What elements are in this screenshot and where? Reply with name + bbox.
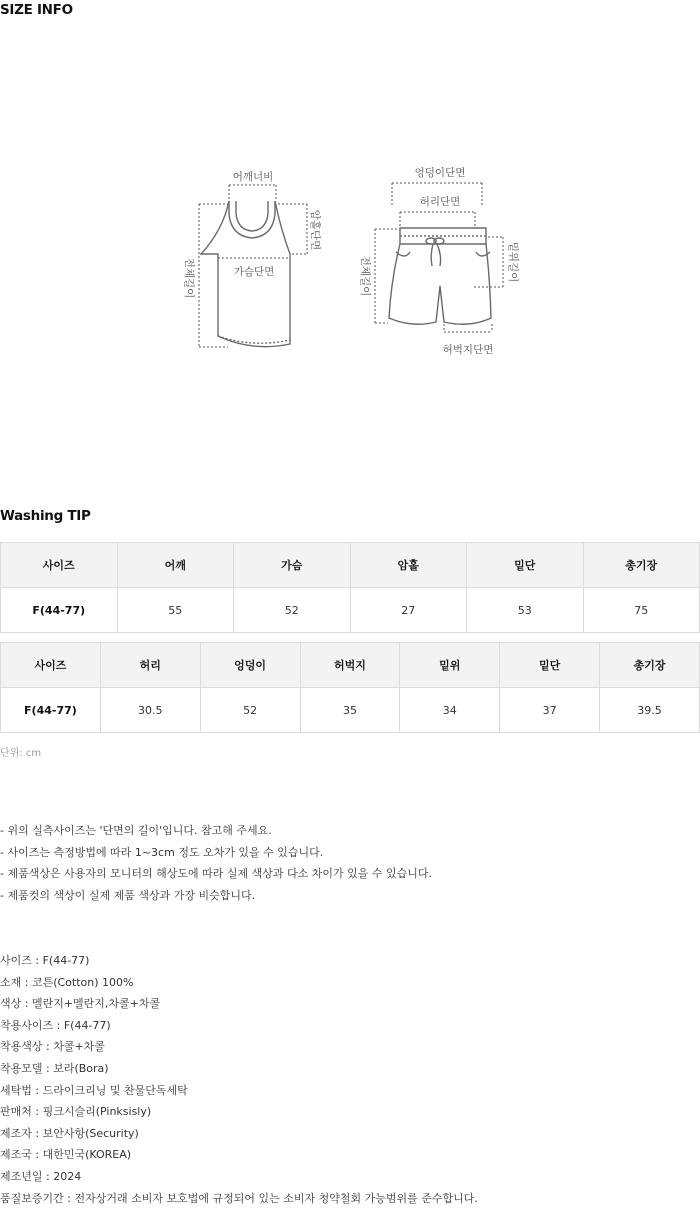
table-header-cell: 허벅지 xyxy=(300,643,400,688)
label-top-total-length: 전체길이 xyxy=(183,257,195,299)
table-header-cell: 가슴 xyxy=(234,543,351,588)
table-header-cell: 암홀 xyxy=(350,543,467,588)
list-item: 착용사이즈 : F(44-77) xyxy=(0,1018,111,1032)
table-cell: 53 xyxy=(467,588,584,633)
size-info-heading: SIZE INFO xyxy=(0,2,73,18)
table-header-cell: 어깨 xyxy=(117,543,234,588)
list-item: 사이즈 : F(44-77) xyxy=(0,954,90,967)
table-cell: 37 xyxy=(500,688,600,733)
table-header-cell: 엉덩이 xyxy=(200,643,300,688)
list-item: - 사이즈는 측정방법에 따라 1~3cm 정도 오차가 있을 수 있습니다. xyxy=(0,845,324,859)
table-row xyxy=(1,688,700,733)
list-item: 착용모델 : 보라(Bora) xyxy=(0,1061,109,1075)
table-cell: 52 xyxy=(200,688,300,733)
size-illustration xyxy=(0,160,700,360)
table-cell: 52 xyxy=(234,588,351,633)
list-item: 소재 : 코튼(Cotton) 100% xyxy=(0,975,134,989)
bottom-size-table xyxy=(0,642,700,733)
table-cell: 34 xyxy=(400,688,500,733)
table-cell: 39.5 xyxy=(600,688,700,733)
list-item: 품질보증기간 : 전자상거래 소비자 보호법에 규정되어 있는 소비자 청약철회 가능범위를 준수합니다. xyxy=(0,1191,478,1205)
table-header-cell: 총기장 xyxy=(600,643,700,688)
list-item: - 위의 실측사이즈는 '단면의 길이'입니다. 참고해 주세요. xyxy=(0,824,272,837)
label-armhole: 암홀단면 xyxy=(309,209,321,251)
list-item: 착용색상 : 차콜+차콜 xyxy=(0,1040,105,1054)
table-cell: F(44-77) xyxy=(1,588,118,633)
table-header-cell: 밑단 xyxy=(500,643,600,688)
top-size-table xyxy=(0,542,700,633)
table-header-cell: 허리 xyxy=(100,643,200,688)
table-header-row xyxy=(1,643,700,688)
list-item: 세탁법 : 드라이크리닝 및 찬물단독세탁 xyxy=(0,1083,188,1097)
list-item: 색상 : 멜란지+멜란지,차콜+차콜 xyxy=(0,997,161,1011)
table-cell: 55 xyxy=(117,588,234,633)
label-hip: 엉덩이단면 xyxy=(414,167,466,179)
list-item: - 제품컷의 색상이 실제 제품 색상과 가장 비슷합니다. xyxy=(0,888,256,902)
label-chest: 가슴단면 xyxy=(233,266,275,278)
list-item: 제조국 : 대한민국(KOREA) xyxy=(0,1148,132,1162)
label-waist: 허리단면 xyxy=(419,196,461,208)
list-item: 판매처 : 핑크시슬리(Pinksisly) xyxy=(0,1105,152,1119)
list-item: - 제품색상은 사용자의 모니터의 해상도에 따라 실제 색상과 다소 차이가 있을 수 있습니다. xyxy=(0,867,432,880)
table-header-cell: 밑단 xyxy=(467,543,584,588)
label-rise: 밑위길이 xyxy=(507,241,519,283)
unit-note: 단위: cm xyxy=(0,748,42,759)
size-notes-list xyxy=(0,820,432,906)
product-details-list xyxy=(0,950,478,1209)
table-header-cell: 총기장 xyxy=(583,543,700,588)
table-cell: 27 xyxy=(350,588,467,633)
table-header-cell: 밑위 xyxy=(400,643,500,688)
table-cell: F(44-77) xyxy=(1,688,101,733)
label-bottom-total-length: 전체길이 xyxy=(359,255,371,297)
table-cell: 75 xyxy=(583,588,700,633)
table-header-row xyxy=(1,543,700,588)
list-item: 제조년일 : 2024 xyxy=(0,1169,82,1183)
table-cell: 30.5 xyxy=(100,688,200,733)
list-item: 제조자 : 보안사항(Security) xyxy=(0,1126,139,1140)
label-shoulder: 어깨너비 xyxy=(232,171,274,183)
table-row xyxy=(1,588,700,633)
washing-tip-heading: Washing TIP xyxy=(0,508,91,524)
label-thigh: 허벅지단면 xyxy=(442,344,494,356)
shorts-drawing xyxy=(389,228,491,324)
table-header-cell: 사이즈 xyxy=(1,643,101,688)
table-header-cell: 사이즈 xyxy=(1,543,118,588)
table-cell: 35 xyxy=(300,688,400,733)
